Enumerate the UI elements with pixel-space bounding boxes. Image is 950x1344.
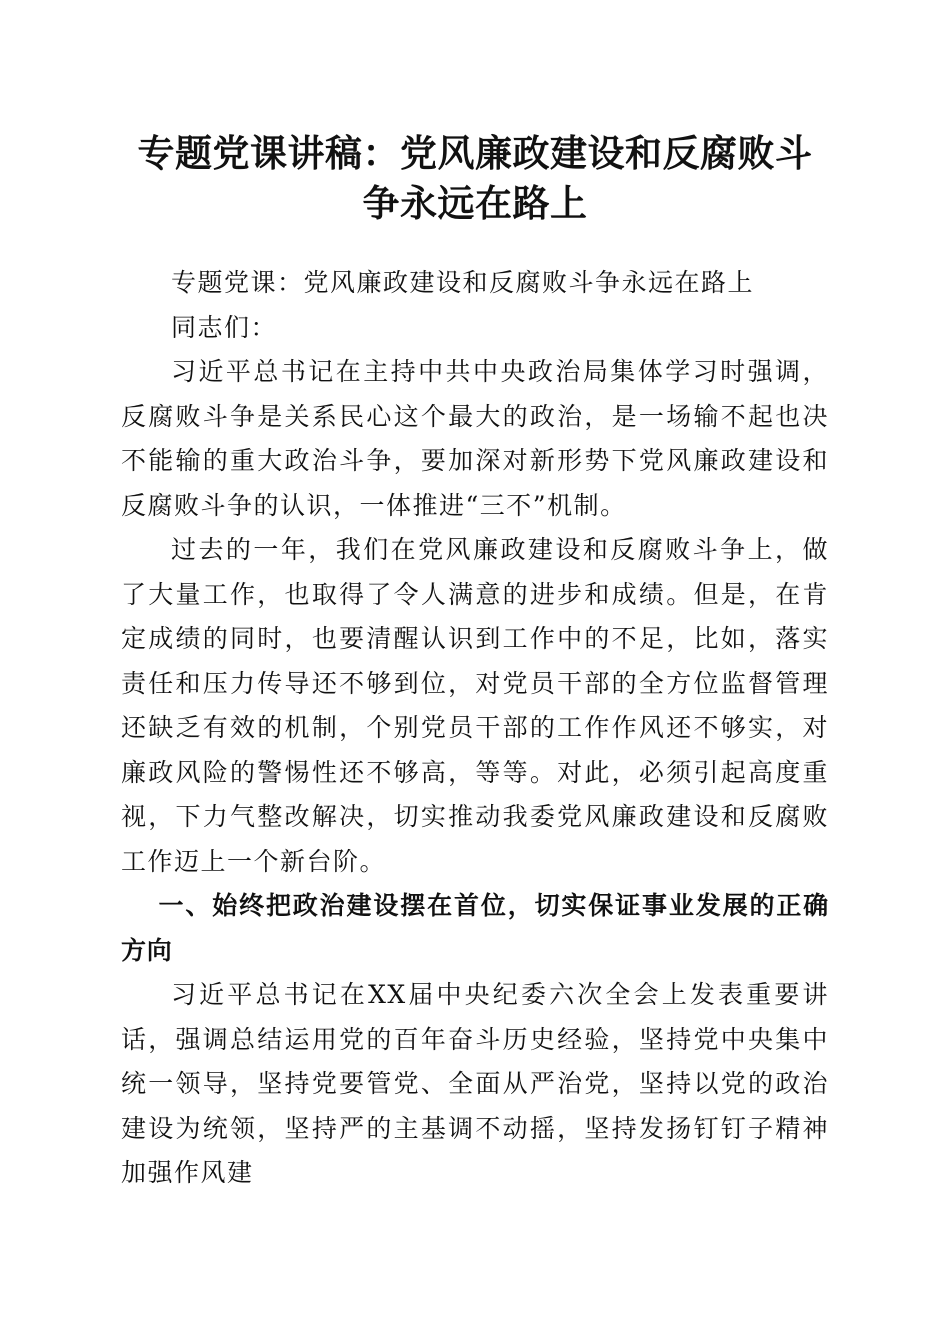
document-title: 专题党课讲稿：党风廉政建设和反腐败斗争永远在路上 (137, 131, 813, 225)
body-paragraph: 过去的一年，我们在党风廉政建设和反腐败斗争上，做了大量工作，也取得了令人满意的进步和成绩。但是，在肯定成绩的同时，也要清醒认识到工作中的不足，比如，落实责任和压力传导还不够到位，对党员干部的全方位监督管理还缺乏有效的机制，个别党员干部的工作作风还不够实，对廉政风险的警惕性还不够高，等等。对此，必须引起高度重视，下力气整改解决，切实推动我委党风廉政建设和反腐败工作迈上一个新台阶。 (121, 535, 829, 876)
salutation: 同志们： (171, 312, 278, 342)
body-paragraph: 习近平总书记在XX届中央纪委六次全会上发表重要讲话，强调总结运用党的百年奋斗历史经验，坚持党中央集中统一领导，坚持党要管党、全面从严治党，坚持以党的政治建设为统领，坚持严的主基调不动摇，坚持发扬钉钉子精神加强作风建 (121, 980, 829, 1187)
subtitle-line: 专题党课：党风廉政建设和反腐败斗争永远在路上 (171, 268, 755, 297)
section-heading: 一、始终把政治建设摆在首位，切实保证事业发展的正确方向 (121, 891, 829, 965)
document-body (121, 261, 829, 1196)
body-paragraph: 习近平总书记在主持中共中央政治局集体学习时强调，反腐败斗争是关系民心这个最大的政治，是一场输不起也决不能输的重大政治斗争，要加深对新形势下党风廉政建设和反腐败斗争的认识，一体推进“三不”机制。 (121, 357, 829, 520)
document-page (121, 128, 829, 1196)
